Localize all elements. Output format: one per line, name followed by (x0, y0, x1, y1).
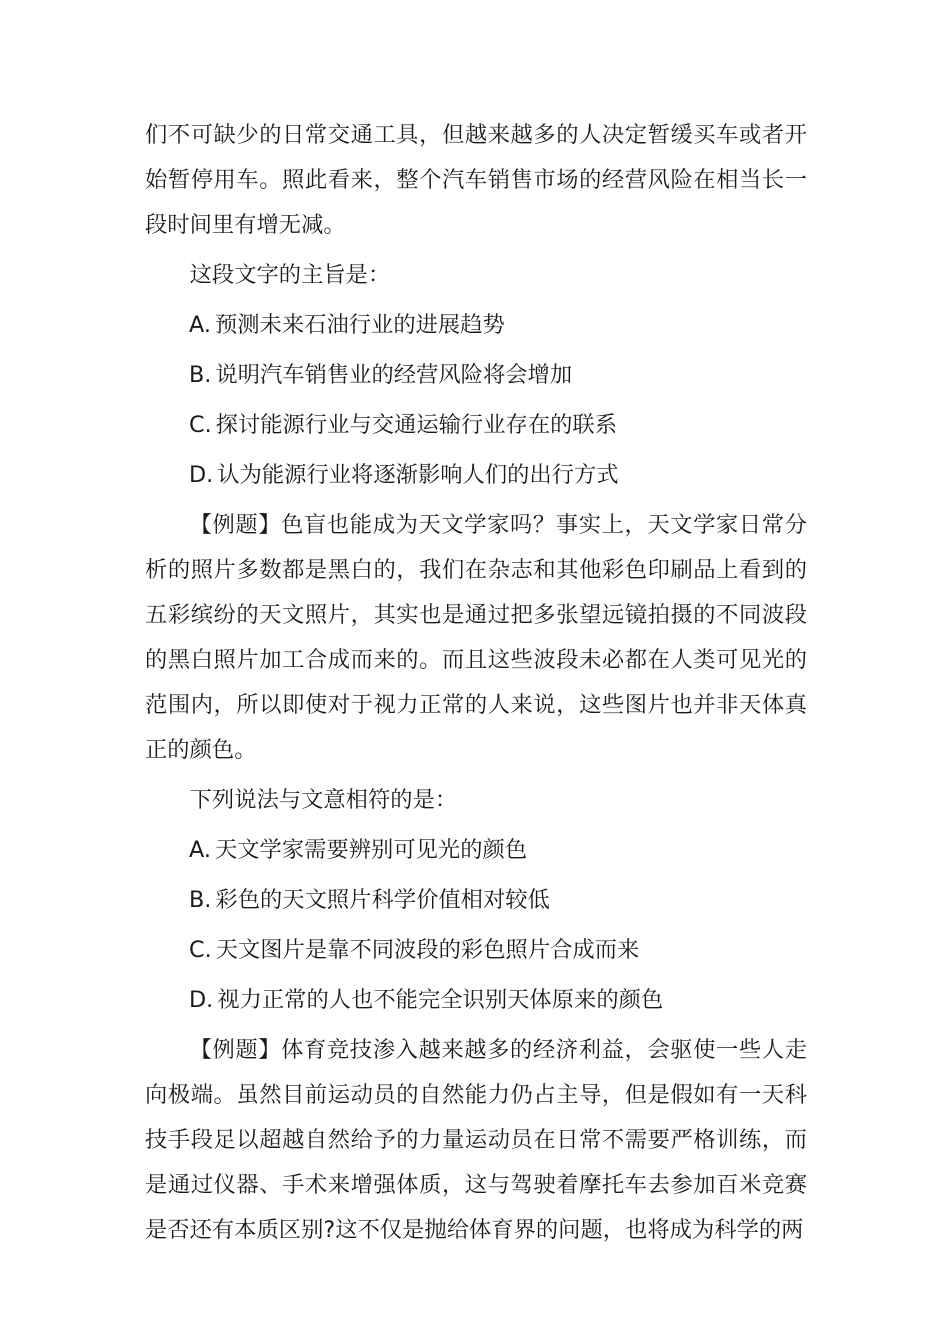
question-1-option-b (145, 353, 807, 398)
option-letter: A. (189, 837, 211, 863)
question-2-option-c (145, 928, 807, 973)
passage-1-text: 们不可缺少的日常交通工具，但越来越多的人决定暂缓买车或者开始暂停用车。照此看来，整个汽车销售市场的经营风险在相当长一段时间里有增无减。 (145, 122, 807, 238)
option-letter: D. (189, 987, 214, 1013)
question-1-option-a (145, 303, 807, 348)
question-2-option-d (145, 978, 807, 1023)
option-letter: D. (189, 462, 214, 488)
option-letter: C. (189, 937, 212, 963)
passage-2-text: 【例题】色盲也能成为天文学家吗？事实上，天文学家日常分析的照片多数都是黑白的，我们在杂志和其他彩色印刷品上看到的五彩缤纷的天文照片，其实也是通过把多张望远镜拍摄的不同波段的黑白照片加工合成而来的。而且这些波段未必都在人类可见光的范围内，所以即使对于视力正常的人来说，这些图片也并非天体真正的颜色。 (145, 512, 807, 763)
option-text: 视力正常的人也不能完全识别天体原来的颜色 (217, 987, 664, 1013)
option-letter: B. (189, 362, 212, 388)
question-1-prompt: 这段文字的主旨是： (189, 262, 391, 288)
document-page (145, 113, 807, 1253)
option-text: 天文学家需要辨别可见光的颜色 (214, 837, 528, 863)
option-text: 说明汽车销售业的经营风险将会增加 (215, 362, 573, 388)
option-text: 认为能源行业将逐渐影响人们的出行方式 (217, 462, 619, 488)
option-text: 预测未来石油行业的进展趋势 (214, 312, 505, 338)
option-text: 彩色的天文照片科学价值相对较低 (215, 887, 550, 913)
option-text: 探讨能源行业与交通运输行业存在的联系 (215, 412, 618, 438)
question-2-option-b (145, 878, 807, 923)
question-1-option-c (145, 403, 807, 448)
option-letter: B. (189, 887, 212, 913)
passage-3-text: 【例题】体育竞技渗入越来越多的经济利益，会驱使一些人走向极端。虽然目前运动员的自然能力仍占主导，但是假如有一天科技手段足以超越自然给予的力量运动员在日常不需要严格训练，而是通过仪器、手术来增强体质，这与驾驶着摩托车去参加百米竞赛是否还有本质区别?这不仅是抛给体育界的问题，也将成为科学的两 (145, 1037, 807, 1243)
option-letter: C. (189, 412, 212, 438)
question-2-prompt: 下列说法与文意相符的是： (189, 787, 458, 813)
question-2-option-a (145, 828, 807, 873)
question-1-option-d (145, 453, 807, 498)
option-letter: A. (189, 312, 211, 338)
option-text: 天文图片是靠不同波段的彩色照片合成而来 (215, 937, 640, 963)
